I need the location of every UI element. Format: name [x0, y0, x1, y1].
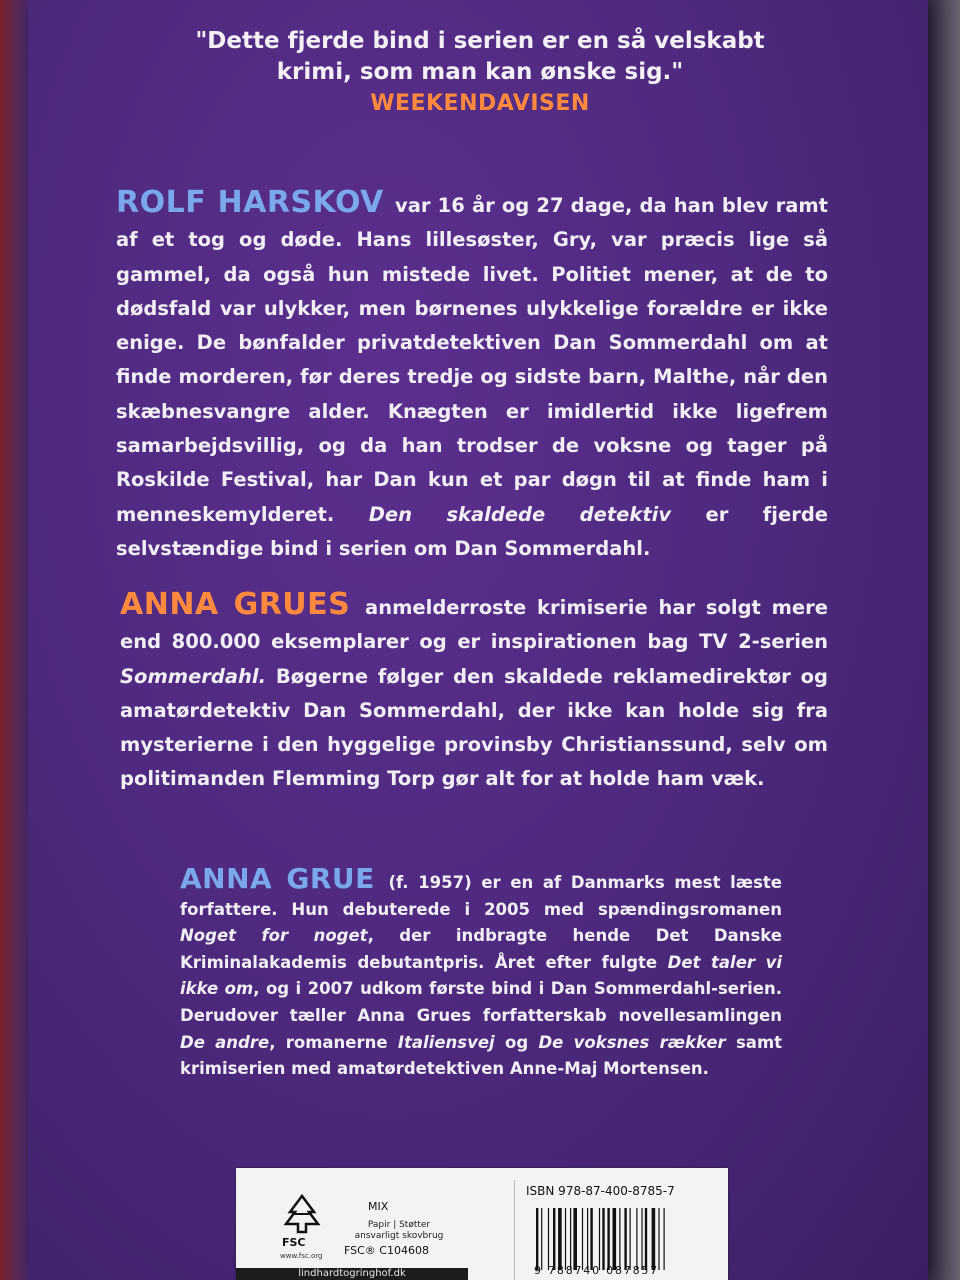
barcode-bar — [558, 1208, 562, 1270]
barcode-bar — [641, 1208, 642, 1270]
barcode-bar — [587, 1208, 588, 1270]
barcode-bar — [630, 1208, 631, 1270]
bio-text-4: , romanerne — [269, 1032, 388, 1052]
bio-text-3: , og i 2007 udkom første bind i Dan Sommerdahl-serien. Derudover tæller Anna Grues forfatterskab novellesamlingen — [180, 979, 782, 1025]
barcode-bar — [619, 1208, 620, 1270]
bio-title-3: De andre — [180, 1032, 270, 1052]
series-text-end: Bøgerne følger den skaldede reklamedirektør og amatørdetektiv Dan Sommerdahl, der ikke kan holde sig fra mysterierne i den hyggelige provinsby Christianssund, selv om politimanden Flemming Torp gør alt for at holde ham væk. — [120, 664, 828, 791]
bio-text-5: og — [505, 1032, 529, 1052]
series-heading: ANNA GRUES — [120, 587, 351, 622]
barcode-bar — [658, 1208, 659, 1270]
blurb-heading: ROLF HARSKOV — [116, 185, 384, 220]
barcode-bar — [599, 1208, 600, 1270]
barcode-bar — [553, 1208, 555, 1270]
bio-title-5: De voksnes rækker — [538, 1032, 726, 1052]
fsc-label: Papir | Støtter ansvarligt skovbrug — [354, 1220, 444, 1241]
author-bio-paragraph — [180, 862, 783, 1083]
barcode-bar — [590, 1208, 592, 1270]
tv-series-title: Sommerdahl. — [120, 664, 267, 688]
publisher-url: lindhardtogringhof.dk — [236, 1268, 468, 1280]
barcode-label — [236, 1168, 728, 1280]
barcode-bar — [565, 1208, 566, 1270]
barcode-bar — [541, 1208, 542, 1270]
barcode-digits: 9 788740 087857 — [534, 1264, 659, 1277]
barcode-bar — [645, 1208, 647, 1270]
series-text: anmelderroste krimiserie har solgt mere end 800.000 eksemplarer og er inspirationen bag TV 2-serien — [120, 596, 828, 654]
barcode-bar — [664, 1208, 665, 1270]
book-title: Den skaldede detektiv — [368, 502, 672, 526]
bio-title-2: Det taler vi ikke om — [180, 952, 782, 999]
blurb-text-end: er fjerde selvstændige bind i serien om Dan Sommerdahl. — [116, 502, 828, 560]
barcode-bar — [652, 1208, 656, 1270]
series-paragraph — [120, 588, 828, 797]
blurb-text: var 16 år og 27 dage, da han blev ramt af et tog og døde. Hans lillesøster, Gry, var præcis lige så gammel, da også hun mistede livet. Politiet mener, at de to dødsfald var ulykker, men børnenes ulykkelige forældre er ikke enige. De bønfalder privatdetektiven Dan Sommerdahl om at finde morderen, før deres tredje og sidste barn, Malthe, når den skæbnesvangre alder. Knægten er imidlertid ikke ligefrem samarbejdsvillig, og da han trodser de voksne og tager på Roskilde Festival, har Dan kun et par døgn til at finde ham i menneskemylderet. — [116, 194, 828, 526]
barcode-bar — [602, 1208, 604, 1270]
bio-text-1: (f. 1957) er en af Danmarks mest læste forfattere. Hun debuterede i 2005 med spændingsromanen — [180, 873, 782, 919]
fsc-url: www.fsc.org — [280, 1252, 323, 1260]
barcode-bar — [573, 1208, 577, 1270]
barcode-bar — [582, 1208, 583, 1270]
bio-title-1: Noget for noget — [180, 926, 368, 946]
quote-source: WEEKENDAVISEN — [370, 91, 590, 116]
blurb-paragraph — [116, 186, 828, 566]
bio-text-2: , der indbragte hende Det Danske Kriminalakademis debutantpris. Året efter fulgte — [180, 926, 782, 972]
bio-text-6: samt krimiserien med amatørdetektiven Anne-Maj Mortensen. — [180, 1032, 783, 1079]
fsc-mix: MIX — [368, 1200, 389, 1213]
quote-text: "Dette fjerde bind i serien er en så velskabt krimi, som man kan ønske sig." — [195, 28, 765, 85]
review-quote — [190, 26, 770, 119]
barcode-bar — [613, 1208, 617, 1270]
bio-title-4: Italiensvej — [397, 1032, 495, 1052]
fsc-mark — [236, 1180, 515, 1280]
barcode-bar — [536, 1208, 538, 1270]
isbn-number: ISBN 978-87-400-8785-7 — [526, 1184, 675, 1198]
barcode-bar — [636, 1208, 637, 1270]
fsc-code: FSC® C104608 — [344, 1244, 429, 1257]
fsc-logo-word: FSC — [282, 1236, 306, 1249]
author-heading: ANNA GRUE — [180, 862, 375, 895]
barcode-bar — [624, 1208, 626, 1270]
table-background — [928, 0, 960, 1280]
barcode-bars — [534, 1208, 714, 1270]
book-spine-edge — [0, 0, 28, 1280]
barcode-bar — [548, 1208, 549, 1270]
barcode-bar — [570, 1208, 571, 1270]
barcode-bar — [607, 1208, 609, 1270]
